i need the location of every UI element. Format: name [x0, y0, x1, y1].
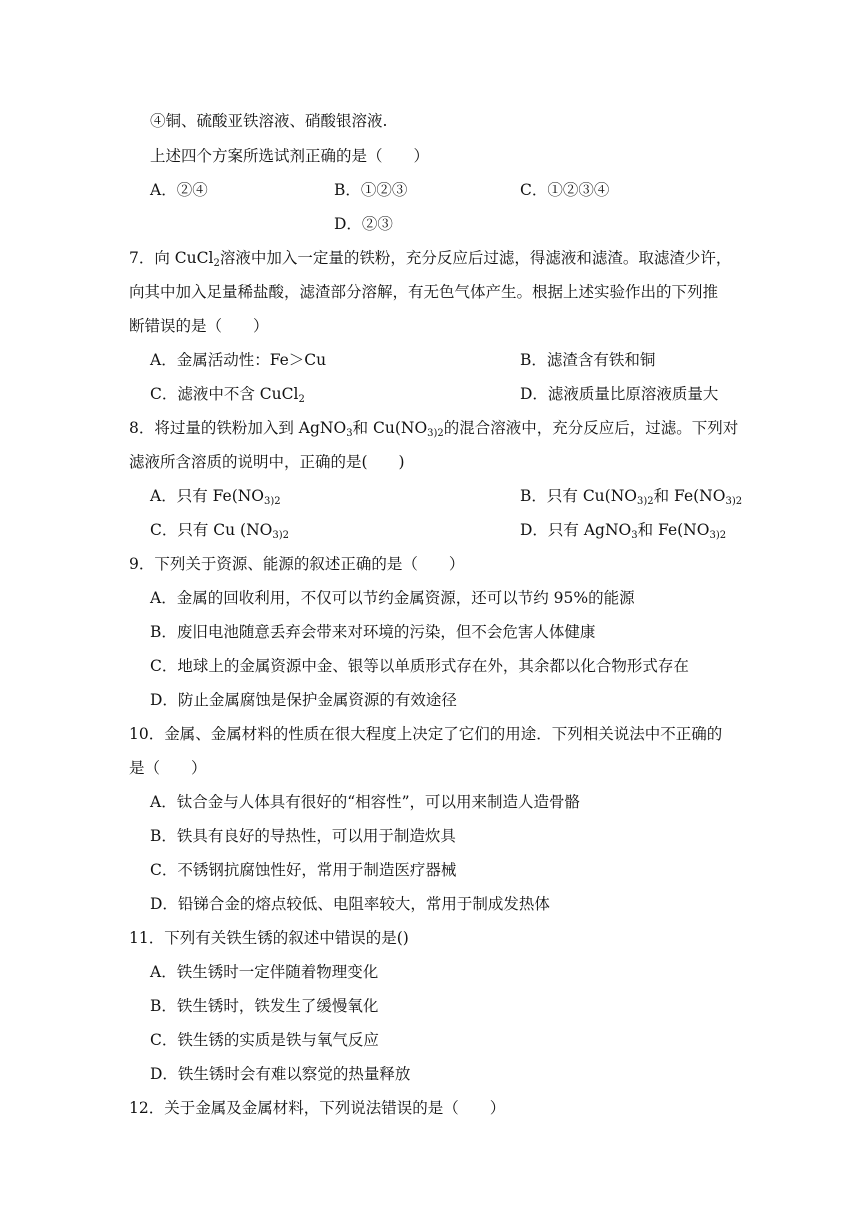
q10-choice-d: D．铅锑合金的熔点较低、电阻率较大，常用于制成发热体: [150, 895, 550, 913]
q6-option-4: ④铜、硫酸亚铁溶液、硝酸银溶液.: [150, 112, 388, 130]
q11-stem: 11．下列有关铁生锈的叙述中错误的是(): [129, 929, 409, 947]
q6-choice-c: C．①②③④: [520, 181, 610, 199]
q8-stem-line-1: 8．将过量的铁粉加入到 AgNO$_3$和 $Cu(NO_{3)2}$的混合溶液中，充分反应后，过滤。下列对: [129, 419, 739, 439]
q6-choice-a: A．②④: [150, 181, 208, 199]
q6-stem: 上述四个方案所选试剂正确的是（ ）: [150, 147, 430, 165]
q9-choice-a: A．金属的回收利用，不仅可以节约金属资源，还可以节约 95%的能源: [150, 589, 635, 607]
q7-stem-line-1: 7．向 CuCl$_2$溶液中加入一定量的铁粉，充分反应后过滤，得滤液和滤渣。取滤渣少许，: [129, 249, 732, 269]
q11-choice-d: D．铁生锈时会有难以察觉的热量释放: [150, 1065, 411, 1083]
q8-choice-b: B．只有 $Cu(NO_{3)2}$和 $Fe(NO_{3)2}$: [520, 487, 743, 507]
q7-choice-a: A．金属活动性：Fe＞Cu: [150, 351, 327, 369]
q11-choice-c: C．铁生锈的实质是铁与氧气反应: [150, 1031, 379, 1049]
q8-stem-line-2: 滤液所含溶质的说明中，正确的是( ): [129, 453, 405, 471]
q6-choice-d: D．②③: [334, 215, 393, 233]
q10-choice-c: C．不锈钢抗腐蚀性好，常用于制造医疗器械: [150, 861, 457, 879]
q8-choice-d: D．只有 AgNO$_3$和 $Fe(NO_{3)2}$: [520, 521, 727, 541]
q11-choice-b: B．铁生锈时，铁发生了缓慢氧化: [150, 997, 379, 1015]
q10-stem-line-2: 是（ ）: [129, 759, 207, 777]
q9-choice-d: D．防止金属腐蚀是保护金属资源的有效途径: [150, 691, 457, 709]
q10-stem-line-1: 10．金属、金属材料的性质在很大程度上决定了它们的用途．下列相关说法中不正确的: [129, 725, 723, 743]
q7-stem-line-3: 断错误的是（ ）: [129, 317, 269, 335]
q11-choice-a: A．铁生锈时一定伴随着物理变化: [150, 963, 379, 981]
q12-stem: 12．关于金属及金属材料，下列说法错误的是（ ）: [129, 1099, 506, 1117]
q7-choice-d: D．滤液质量比原溶液质量大: [520, 385, 719, 403]
q9-choice-b: B．废旧电池随意丢弃会带来对环境的污染，但不会危害人体健康: [150, 623, 596, 641]
q7-choice-c: C．滤液中不含 CuCl$_2$: [150, 385, 305, 405]
q6-choice-b: B．①②③: [334, 181, 408, 199]
q10-choice-b: B．铁具有良好的导热性，可以用于制造炊具: [150, 827, 456, 845]
q7-stem-line-2: 向其中加入足量稀盐酸，滤渣部分溶解，有无色气体产生。根据上述实验作出的下列推: [129, 283, 719, 301]
q9-choice-c: C．地球上的金属资源中金、银等以单质形式存在外，其余都以化合物形式存在: [150, 657, 689, 675]
q8-choice-c: C．只有 Cu ($NO_{3)2}$: [150, 521, 290, 541]
q10-choice-a: A．钛合金与人体具有很好的“相容性”，可以用来制造人造骨骼: [150, 793, 581, 811]
q8-choice-a: A．只有 $Fe(NO_{3)2}$: [150, 487, 281, 507]
q9-stem: 9．下列关于资源、能源的叙述正确的是（ ）: [129, 555, 465, 573]
q7-choice-b: B．滤渣含有铁和铜: [520, 351, 656, 369]
